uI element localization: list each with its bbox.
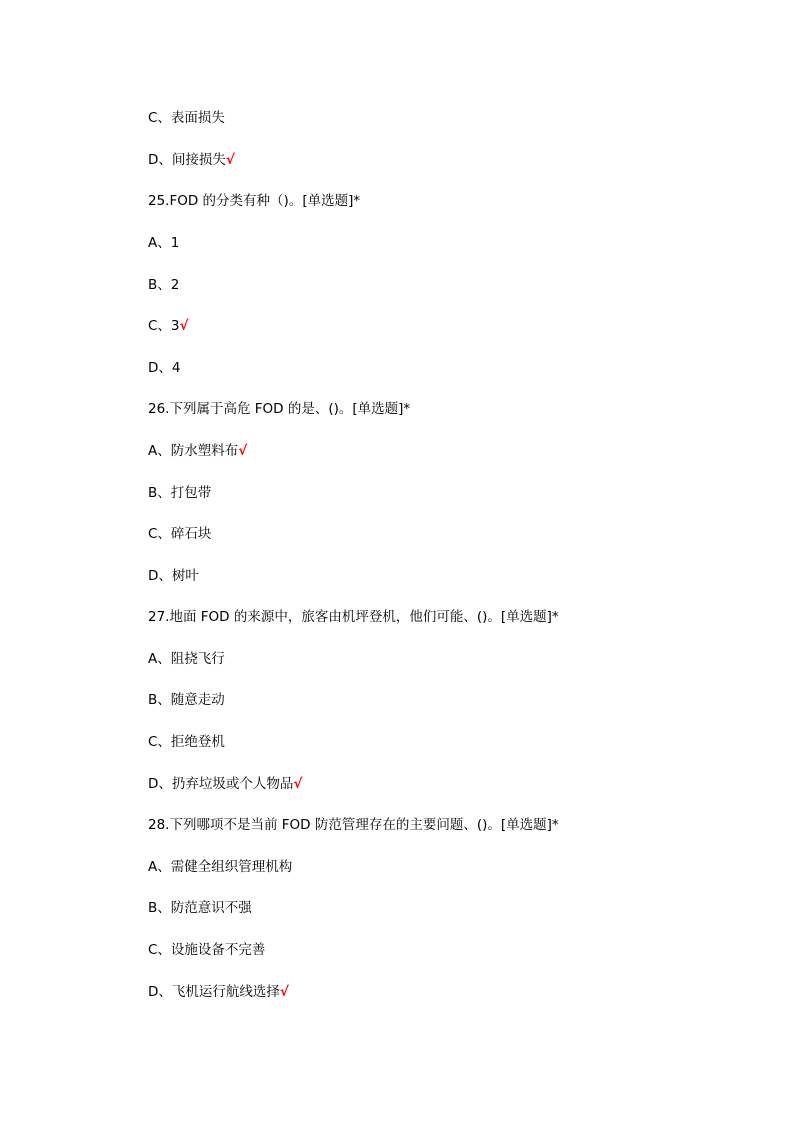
line-text: D、间接损失 xyxy=(148,152,226,168)
option-c-q26 xyxy=(148,525,211,543)
option-d-q26 xyxy=(148,567,199,585)
line-text: B、打包带 xyxy=(148,485,212,501)
check-mark-icon: √ xyxy=(238,443,248,459)
option-d-q27 xyxy=(148,775,302,793)
option-b-q26 xyxy=(148,484,211,502)
option-d-q25 xyxy=(148,359,180,377)
question-text: 28.下列哪项不是当前 FOD 防范管理存在的主要问题、()。[单选题]* xyxy=(148,817,559,833)
line-text: A、阻挠飞行 xyxy=(148,651,225,667)
option-a-q28 xyxy=(148,858,292,876)
option-a-q25 xyxy=(148,234,179,252)
check-mark-icon: √ xyxy=(279,984,289,1000)
question-25 xyxy=(148,192,360,210)
check-mark-icon: √ xyxy=(225,152,235,168)
option-a-q27 xyxy=(148,650,225,668)
line-text: D、飞机运行航线选择 xyxy=(148,984,280,1000)
line-text: C、碎石块 xyxy=(148,526,212,542)
line-text: C、表面损失 xyxy=(148,110,225,126)
line-text: B、随意走动 xyxy=(148,692,225,708)
question-27 xyxy=(148,608,559,626)
option-b-q28 xyxy=(148,899,252,917)
question-text: 26.下列属于高危 FOD 的是、()。[单选题]* xyxy=(148,401,411,417)
question-28 xyxy=(148,816,559,834)
question-text: 27.地面 FOD 的来源中，旅客由机坪登机，他们可能、()。[单选题]* xyxy=(148,609,559,625)
line-text: C、拒绝登机 xyxy=(148,734,225,750)
line-text: D、4 xyxy=(148,360,181,376)
check-mark-icon: √ xyxy=(179,318,189,334)
option-c-q28 xyxy=(148,941,265,959)
line-text: A、1 xyxy=(148,235,180,251)
option-a-q26 xyxy=(148,442,247,460)
line-text: A、需健全组织管理机构 xyxy=(148,859,293,875)
option-b-q25 xyxy=(148,276,179,294)
line-text: D、扔弃垃圾或个人物品 xyxy=(148,776,294,792)
option-b-q27 xyxy=(148,691,225,709)
line-text: C、3 xyxy=(148,318,180,334)
line-text: B、防范意识不强 xyxy=(148,900,252,916)
option-c-q27 xyxy=(148,733,225,751)
line-text: C、设施设备不完善 xyxy=(148,942,266,958)
line-text: A、防水塑料布 xyxy=(148,443,239,459)
option-d-q24 xyxy=(148,151,235,169)
line-text: B、2 xyxy=(148,277,180,293)
option-c-q25 xyxy=(148,317,189,335)
line-text: D、树叶 xyxy=(148,568,199,584)
option-c-q24 xyxy=(148,109,225,127)
option-d-q28 xyxy=(148,983,289,1001)
check-mark-icon: √ xyxy=(293,776,303,792)
question-26 xyxy=(148,400,410,418)
question-text: 25.FOD 的分类有种（)。[单选题]* xyxy=(148,193,361,209)
